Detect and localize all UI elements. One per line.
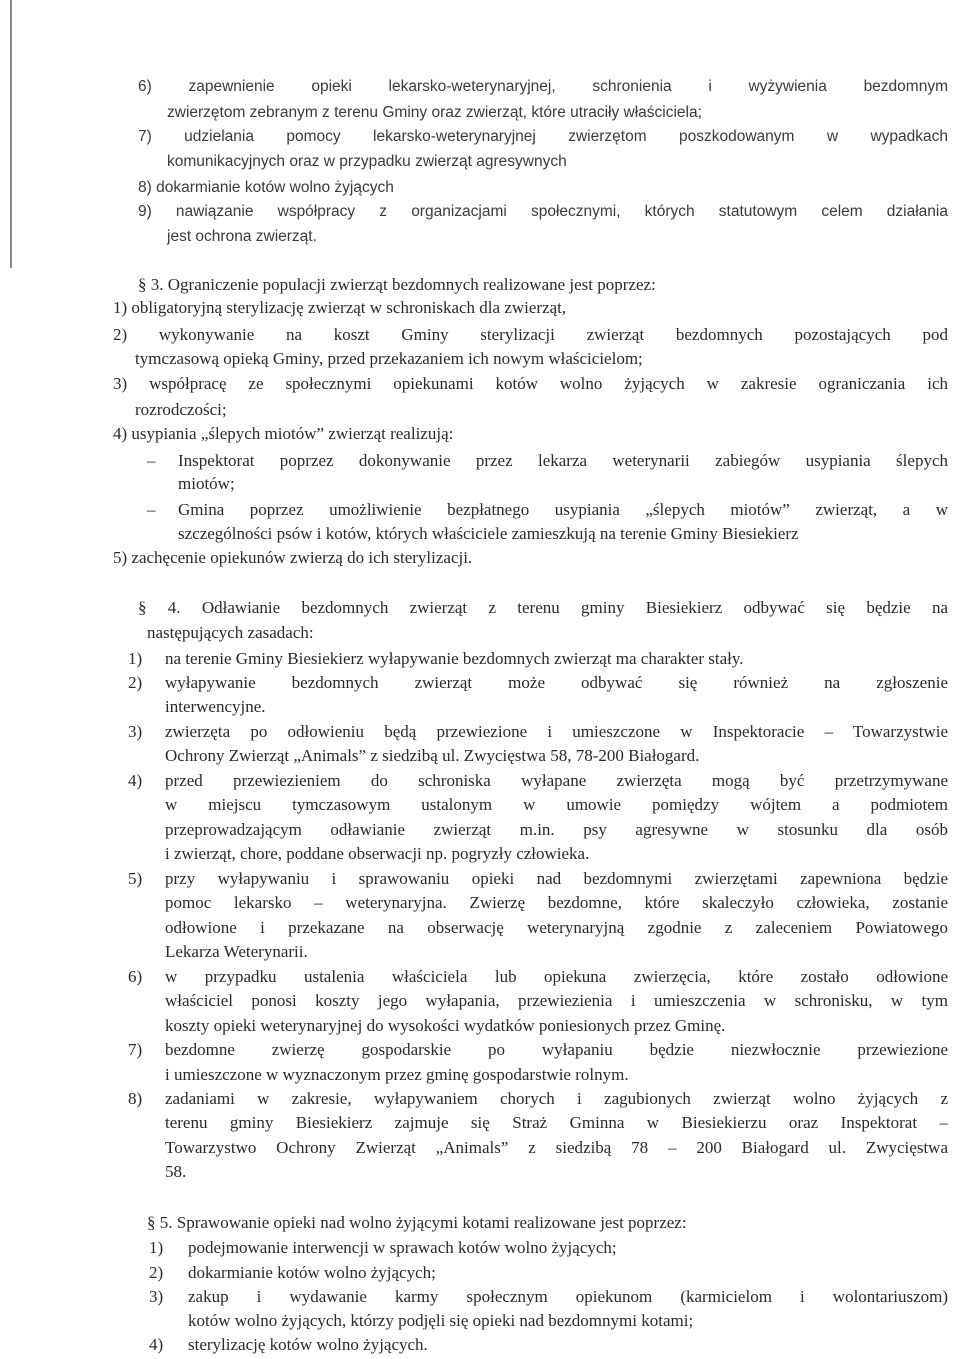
section-3-line-3: tymczasową opieką Gminy, przed przekazaniem ich nowym właścicielom;: [135, 349, 643, 368]
item-6-line-2: zwierzętom zebranym z terenu Gminy oraz zwierząt, które utraciły właściciela;: [167, 104, 702, 121]
section-3-line-10: szczególności psów i kotów, których właściciele zamieszkują na terenie Gminy Biesiekierz: [178, 524, 799, 543]
section-4-line-21: Towarzystwo Ochrony Zwierząt „Animals” z siedzibą 78 – 200 Białogard ul. Zwycięstwa: [165, 1138, 948, 1157]
section-4-line-20: terenu gminy Biesiekierz zajmuje się Straż Gminna w Biesiekierzu oraz Inspektorat –: [165, 1113, 948, 1132]
list-number: 4): [128, 771, 143, 790]
section-4-line-11: pomoc lekarsko – weterynaryjna. Zwierzę bezdomne, które skaleczyło człowieka, zostanie: [165, 893, 948, 912]
section-3-line-7: Inspektorat poprzez dokonywanie przez lekarza weterynarii zabiegów usypiania ślepych: [178, 451, 948, 470]
section-4-line-12: odłowione i przekazane na obserwację weterynaryjną zgodnie z zaleceniem Powiatowego: [165, 918, 948, 937]
section-4-line-18: i umieszczone w wyznaczonym przez gminę gospodarstwie rolnym.: [165, 1065, 629, 1084]
section-4-line-1: na terenie Gminy Biesiekierz wyłapywanie bezdomnych zwierząt ma charakter stały.: [165, 649, 744, 668]
item-6-line-1: 6) zapewnienie opieki lekarsko-weterynaryjnej, schronienia i wyżywienia bezdomnym: [138, 78, 948, 95]
section-4-line-22: 58.: [165, 1162, 187, 1181]
item-9-line-2: jest ochrona zwierząt.: [167, 228, 317, 245]
list-number: 3): [149, 1287, 164, 1306]
section-4-line-9: i zwierząt, chore, poddane obserwacji np. pogryzły człowieka.: [165, 844, 590, 863]
dash-bullet: –: [147, 451, 156, 470]
list-number: 6): [128, 967, 143, 986]
list-number: 8): [128, 1089, 143, 1108]
list-number: 1): [149, 1238, 164, 1257]
section-4-line-5: Ochrony Zwierząt „Animals” z siedzibą ul. Zwycięstwa 58, 78-200 Białogard.: [165, 746, 700, 765]
item-7-line-1: 7) udzielania pomocy lekarsko-weterynaryjnej zwierzętom poszkodowanym w wypadkach: [138, 128, 948, 145]
section-3-line-6: 4) usypiania „ślepych miotów” zwierząt realizują:: [113, 424, 454, 443]
section-3-line-4: 3) współpracę ze społecznymi opiekunami kotów wolno żyjących w zakresie ograniczania ich: [113, 374, 948, 393]
item-8-line: 8) dokarmianie kotów wolno żyjących: [138, 179, 394, 196]
section-5-line-4: kotów wolno żyjących, którzy podjęli się opieki nad bezdomnymi kotami;: [188, 1311, 694, 1330]
section-4-line-2: wyłapywanie bezdomnych zwierząt może odbywać się również na zgłoszenie: [165, 673, 948, 692]
section-4-line-3: interwencyjne.: [165, 697, 266, 716]
section-3-line-8: miotów;: [178, 474, 235, 493]
section-4-line-19: zadaniami w zakresie, wyłapywaniem chorych i zagubionych zwierząt wolno żyjących z: [165, 1089, 948, 1108]
list-number: 4): [149, 1335, 164, 1354]
scan-edge-line: [10, 0, 12, 268]
section-3-line-5: rozrodczości;: [135, 400, 227, 419]
section-4-line-14: w przypadku ustalenia właściciela lub opiekuna zwierzęcia, które zostało odłowione: [165, 967, 948, 986]
section-3-heading: § 3. Ograniczenie populacji zwierząt bezdomnych realizowane jest poprzez:: [138, 275, 656, 294]
list-number: 7): [128, 1040, 143, 1059]
section-5-line-2: dokarmianie kotów wolno żyjących;: [188, 1263, 436, 1282]
section-5-line-3: zakup i wydawanie karmy społecznym opiekunom (karmicielom i wolontariuszom): [188, 1287, 948, 1306]
item-9-line-1: 9) nawiązanie współpracy z organizacjami społecznymi, których statutowym celem działania: [138, 203, 948, 220]
section-4-heading: § 4. Odławianie bezdomnych zwierząt z terenu gminy Biesiekierz odbywać się będzie na: [138, 598, 948, 617]
section-3-line-1: 1) obligatoryjną sterylizację zwierząt w schroniskach dla zwierząt,: [113, 298, 567, 317]
section-4-line-7: w miejscu tymczasowym ustalonym w umowie pomiędzy wójtem a podmiotem: [165, 795, 948, 814]
section-4-line-13: Lekarza Weterynarii.: [165, 942, 308, 961]
section-4-line-17: bezdomne zwierzę gospodarskie po wyłapaniu będzie niezwłocznie przewiezione: [165, 1040, 948, 1059]
section-4-line-8: przeprowadzającym odławianie zwierząt m.in. psy agresywne w stosunku dla osób: [165, 820, 948, 839]
item-7-line-2: komunikacyjnych oraz w przypadku zwierząt agresywnych: [167, 153, 567, 170]
section-3-line-2: 2) wykonywanie na koszt Gminy sterylizacji zwierząt bezdomnych pozostających pod: [113, 325, 948, 344]
list-number: 2): [149, 1263, 164, 1282]
section-4-line-15: właściciel ponosi koszty jego wyłapania, przewiezienia i umieszczenia w schronisku, w tym: [165, 991, 948, 1010]
section-4-line-4: zwierzęta po odłowieniu będą przewiezione i umieszczone w Inspektoracie – Towarzystwie: [165, 722, 948, 741]
section-5-heading: § 5. Sprawowanie opieki nad wolno żyjącymi kotami realizowane jest poprzez:: [147, 1213, 687, 1232]
list-number: 1): [128, 649, 143, 668]
section-3-line-9: Gmina poprzez umożliwienie bezpłatnego usypiania „ślepych miotów” zwierząt, a w: [178, 500, 948, 519]
list-number: 3): [128, 722, 143, 741]
list-number: 5): [128, 869, 143, 888]
section-4-line-16: koszty opieki weterynaryjnej do wysokości wydatków poniesionych przez Gminę.: [165, 1016, 726, 1035]
section-4-line-10: przy wyłapywaniu i sprawowaniu opieki nad bezdomnymi zwierzętami zapewniona będzie: [165, 869, 948, 888]
dash-bullet: –: [147, 500, 156, 519]
section-5-line-1: podejmowanie interwencji w sprawach kotów wolno żyjących;: [188, 1238, 617, 1257]
section-4-heading-cont: następujących zasadach:: [147, 623, 314, 642]
section-4-line-6: przed przewiezieniem do schroniska wyłapane zwierzęta mogą być przetrzymywane: [165, 771, 948, 790]
section-5-line-5: sterylizację kotów wolno żyjących.: [188, 1335, 428, 1354]
section-3-line-11: 5) zachęcenie opiekunów zwierzą do ich sterylizacji.: [113, 548, 473, 567]
list-number: 2): [128, 673, 143, 692]
